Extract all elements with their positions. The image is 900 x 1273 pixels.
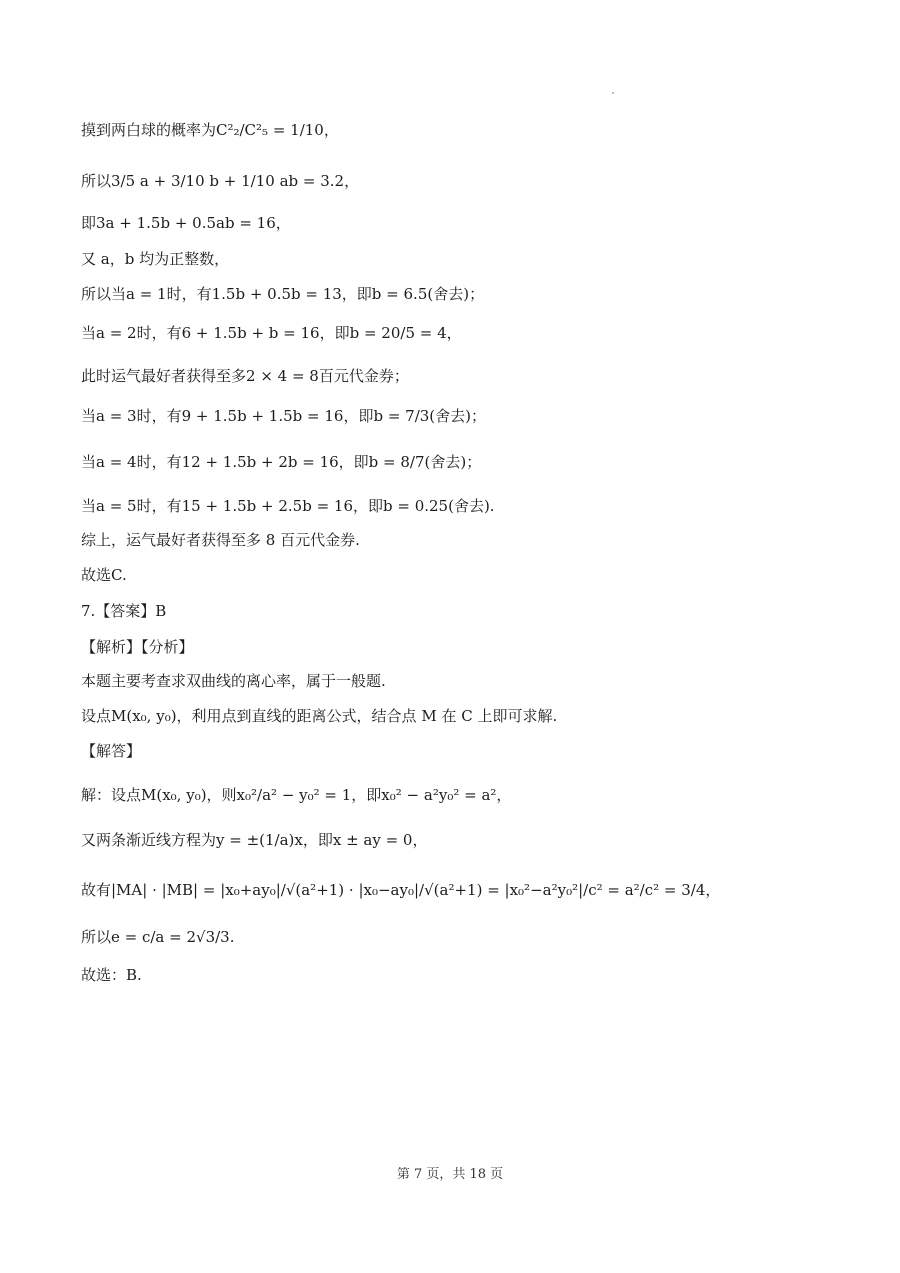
- scan-speck: [612, 92, 614, 94]
- text-line: 即3a + 1.5b + 0.5ab = 16，: [81, 214, 291, 232]
- text-line: 当a = 5时，有15 + 1.5b + 2.5b = 16，即b = 0.25(舍去).: [81, 497, 495, 515]
- text-line: 所以e = c/a = 2√3/3.: [81, 928, 235, 946]
- text-line: 此时运气最好者获得至多2 × 4 = 8百元代金券；: [81, 367, 409, 385]
- text-line: 解：设点M(x₀, y₀)，则x₀²/a² − y₀² = 1，即x₀² − a²y₀² = a²，: [81, 786, 512, 804]
- analysis-heading: 【解析】【分析】: [81, 638, 194, 656]
- text-line: 又两条渐近线方程为y = ±(1/a)x，即x ± ay = 0，: [81, 831, 428, 849]
- text-line: 故有|MA| · |MB| = |x₀+ay₀|/√(a²+1) · |x₀−ay₀|/√(a²+1) = |x₀²−a²y₀²|/c² = a²/c² = 3/4，: [81, 881, 721, 899]
- page-footer: 第 7 页，共 18 页: [396, 1167, 504, 1182]
- text-line: 摸到两白球的概率为C²₂/C²₅ = 1/10，: [81, 121, 339, 139]
- text-line: 本题主要考查求双曲线的离心率，属于一般题.: [81, 672, 386, 690]
- solution-heading: 【解答】: [81, 742, 142, 760]
- text-line: 当a = 3时，有9 + 1.5b + 1.5b = 16，即b = 7/3(舍去)；: [81, 407, 487, 425]
- text-line: 设点M(x₀, y₀)，利用点到直线的距离公式，结合点 M 在 C 上即可求解.: [81, 707, 558, 725]
- text-line: 当a = 2时，有6 + 1.5b + b = 16，即b = 20/5 = 4，: [81, 324, 462, 342]
- text-line: 所以当a = 1时，有1.5b + 0.5b = 13，即b = 6.5(舍去)；: [81, 285, 485, 303]
- answer-heading: 7.【答案】B: [81, 602, 167, 620]
- text-line: 又 a，b 均为正整数，: [81, 250, 230, 268]
- text-line: 当a = 4时，有12 + 1.5b + 2b = 16，即b = 8/7(舍去)；: [81, 453, 482, 471]
- text-line: 所以3/5 a + 3/10 b + 1/10 ab = 3.2，: [81, 172, 360, 190]
- text-line: 故选C.: [81, 566, 127, 584]
- text-line: 综上，运气最好者获得至多 8 百元代金券.: [81, 531, 360, 549]
- text-line: 故选：B.: [81, 966, 142, 984]
